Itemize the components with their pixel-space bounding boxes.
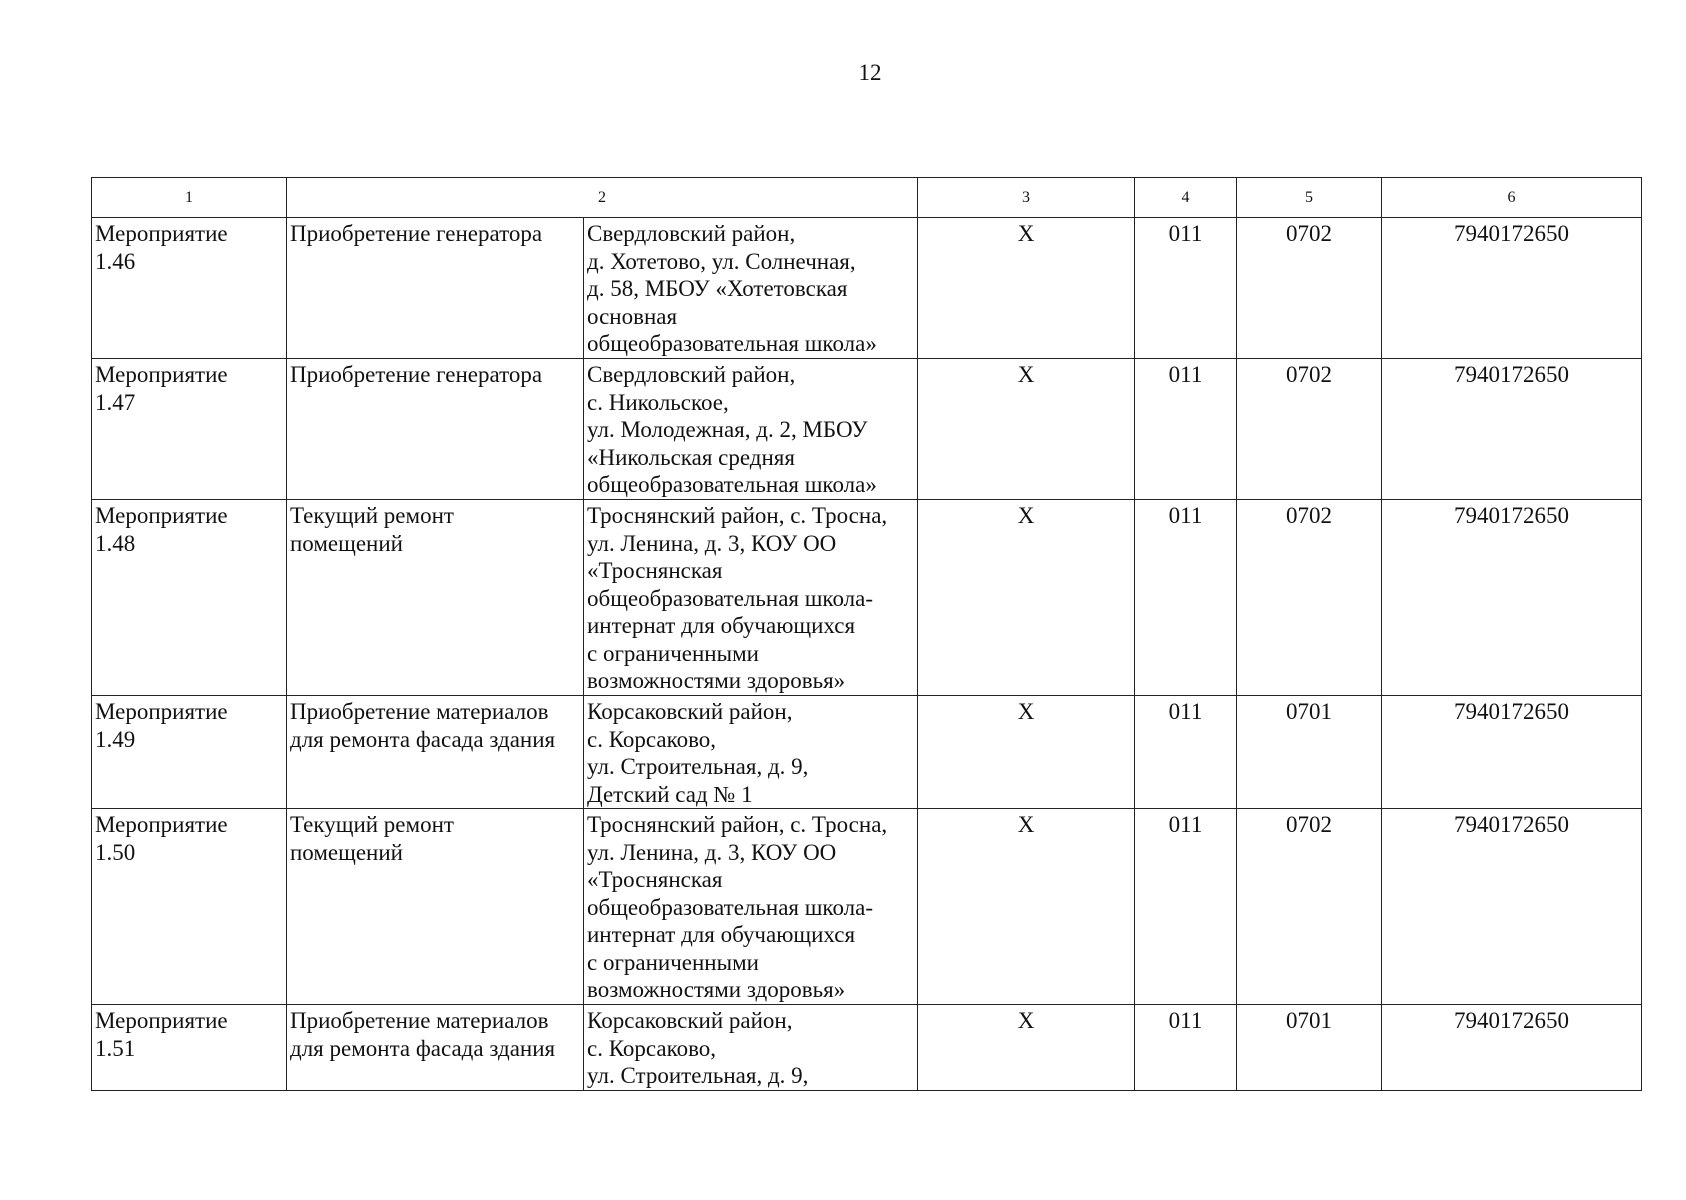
column-number-row (92, 178, 1642, 218)
column-number: 2 (287, 178, 918, 218)
item-number: Мероприятие 1.50 (92, 809, 287, 1005)
measures-table (91, 177, 1642, 1091)
section-code: 0701 (1237, 1005, 1382, 1091)
item-number: Мероприятие 1.47 (92, 359, 287, 500)
target-article-code: 7940172650 (1382, 696, 1642, 809)
measure-title: Текущий ремонт помещений (287, 809, 584, 1005)
table-row (92, 218, 1642, 359)
item-number: Мероприятие 1.49 (92, 696, 287, 809)
item-number: Мероприятие 1.48 (92, 500, 287, 696)
budget-code: 011 (1135, 218, 1237, 359)
grbs-mark: Х (918, 218, 1135, 359)
measure-title: Приобретение материалов для ремонта фасада здания (287, 696, 584, 809)
measure-address: Корсаковский район, с. Корсаково, ул. Строительная, д. 9, (584, 1005, 918, 1091)
column-number: 1 (92, 178, 287, 218)
budget-code: 011 (1135, 809, 1237, 1005)
measure-address: Корсаковский район, с. Корсаково, ул. Строительная, д. 9, Детский сад № 1 (584, 696, 918, 809)
target-article-code: 7940172650 (1382, 1005, 1642, 1091)
table-row (92, 696, 1642, 809)
measure-address: Троснянский район, с. Тросна, ул. Ленина, д. 3, КОУ ОО «Троснянская общеобразовательная школа- интернат для обучающихся с ограниченными возможностями здоровья» (584, 500, 918, 696)
item-number: Мероприятие 1.46 (92, 218, 287, 359)
grbs-mark: Х (918, 1005, 1135, 1091)
measure-address: Свердловский район, д. Хотетово, ул. Солнечная, д. 58, МБОУ «Хотетовская основная общеобразовательная школа» (584, 218, 918, 359)
page-number: 12 (858, 60, 882, 85)
table-row (92, 809, 1642, 1005)
budget-code: 011 (1135, 359, 1237, 500)
section-code: 0702 (1237, 809, 1382, 1005)
grbs-mark: Х (918, 696, 1135, 809)
target-article-code: 7940172650 (1382, 359, 1642, 500)
table-row (92, 359, 1642, 500)
budget-code: 011 (1135, 1005, 1237, 1091)
target-article-code: 7940172650 (1382, 809, 1642, 1005)
section-code: 0701 (1237, 696, 1382, 809)
budget-code: 011 (1135, 500, 1237, 696)
section-code: 0702 (1237, 359, 1382, 500)
table-row (92, 1005, 1642, 1091)
budget-code: 011 (1135, 696, 1237, 809)
section-code: 0702 (1237, 500, 1382, 696)
measure-title: Приобретение генератора (287, 218, 584, 359)
measure-title: Приобретение генератора (287, 359, 584, 500)
section-code: 0702 (1237, 218, 1382, 359)
item-number: Мероприятие 1.51 (92, 1005, 287, 1091)
grbs-mark: Х (918, 500, 1135, 696)
grbs-mark: Х (918, 359, 1135, 500)
measure-title: Текущий ремонт помещений (287, 500, 584, 696)
measure-address: Троснянский район, с. Тросна, ул. Ленина, д. 3, КОУ ОО «Троснянская общеобразовательная школа- интернат для обучающихся с ограниченными возможностями здоровья» (584, 809, 918, 1005)
grbs-mark: Х (918, 809, 1135, 1005)
measure-title: Приобретение материалов для ремонта фасада здания (287, 1005, 584, 1091)
target-article-code: 7940172650 (1382, 218, 1642, 359)
target-article-code: 7940172650 (1382, 500, 1642, 696)
table-row (92, 500, 1642, 696)
column-number: 4 (1135, 178, 1237, 218)
column-number: 3 (918, 178, 1135, 218)
measure-address: Свердловский район, с. Никольское, ул. Молодежная, д. 2, МБОУ «Никольская средняя общеобразовательная школа» (584, 359, 918, 500)
column-number: 5 (1237, 178, 1382, 218)
column-number: 6 (1382, 178, 1642, 218)
